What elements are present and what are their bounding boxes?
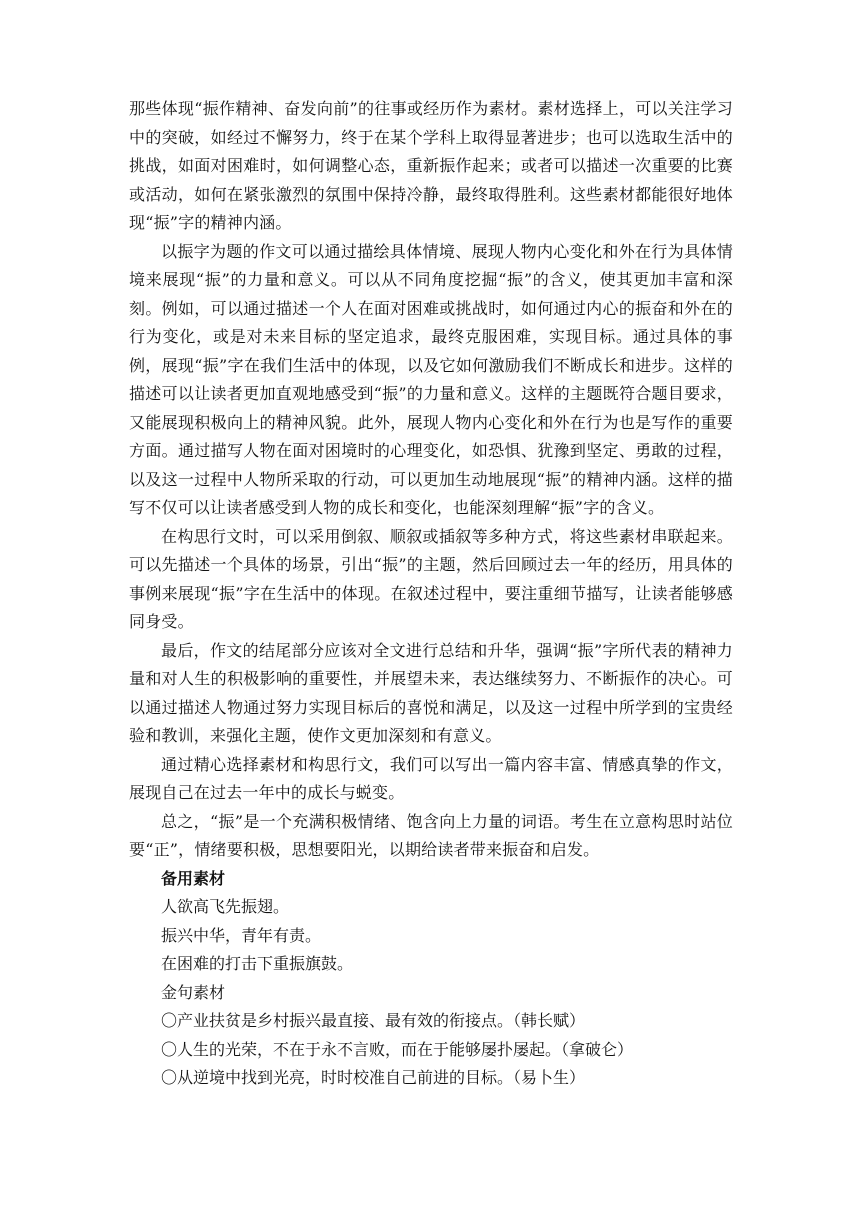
paragraph-summary-growth: 通过精心选择素材和构思行文，我们可以写出一篇内容丰富、情感真挚的作文，展现自己在过去一年中的成长与蜕变。 [129, 754, 733, 802]
golden-quote: 〇人生的光荣，不在于永不言败，而在于能够屡扑屡起。（拿破仑） [161, 1039, 634, 1059]
paragraph-situation-description: 以振字为题的作文可以通过描绘具体情境、展现人物内心变化和外在行为具体情境来展现“振”的力量和意义。可以从不同角度挖掘“振”的含义，使其更加丰富和深刻。例如，可以通过描述一个人在面对困难或挑战时，如何通过内心的振奋和外在的行为变化，或是对未来目标的坚定追求，最终克服困难，实现目标。通过具体的事例，展现“振”字在我们生活中的体现，以及它如何激励我们不断成长和进步。这样的描述可以让读者更加直观地感受到“振”的力量和意义。这样的主题既符合题目要求，又能展现积极向上的精神风貌。此外，展现人物内心变化和外在行为也是写作的重要方面。通过描写人物在面对困境时的心理变化，如恐惧、犹豫到坚定、勇敢的过程，以及这一过程中人物所采取的行动，可以更加生动地展现“振”的精神内涵。这样的描写不仅可以让读者感受到人物的成长和变化，也能深刻理解“振”字的含义。 [129, 241, 733, 517]
document-body [129, 95, 733, 1093]
paragraph-structure: 在构思行文时，可以采用倒叙、顺叙或插叙等多种方式，将这些素材串联起来。可以先描述一个具体的场景，引出“振”的主题，然后回顾过去一年的经历，用具体的事例来展现“振”字在生活中的体现。在叙述过程中，要注重细节描写，让读者能够感同身受。 [129, 526, 733, 631]
backup-material-line: 在困难的打击下重振旗鼓。 [161, 954, 354, 973]
paragraph-final-summary: 总之，“振”是一个充满积极情绪、饱含向上力量的词语。考生在立意构思时站位要“正”，情绪要积极，思想要阳光，以期给读者带来振奋和启发。 [129, 811, 733, 859]
golden-quote: 〇从逆境中找到光亮，时时校准自己前进的目标。（易卜生） [161, 1068, 586, 1087]
golden-quote-heading: 金句素材 [161, 982, 226, 1002]
backup-material-line: 振兴中华，青年有责。 [161, 925, 322, 945]
paragraph-conclusion-advice: 最后，作文的结尾部分应该对全文进行总结和升华，强调“振”字所代表的精神力量和对人生的积极影响的重要性，并展望未来，表达继续努力、不断振作的决心。可以通过描述人物通过努力实现目标后的喜悦和满足，以及这一过程中所学到的宝贵经验和教训，来强化主题，使作文更加深刻和有意义。 [129, 640, 733, 745]
backup-material-line: 人欲高飞先振翅。 [161, 897, 290, 916]
backup-material-heading: 备用素材 [161, 868, 226, 888]
paragraph-material-selection: 那些体现“振作精神、奋发向前”的往事或经历作为素材。素材选择上，可以关注学习中的突破，如经过不懈努力，终于在某个学科上取得显著进步；也可以选取生活中的挑战，如面对困难时，如何调整心态，重新振作起来；或者可以描述一次重要的比赛或活动，如何在紧张激烈的氛围中保持冷静，最终取得胜利。这些素材都能很好地体现“振”字的精神内涵。 [129, 99, 733, 232]
golden-quote: 〇产业扶贫是乡村振兴最直接、最有效的衔接点。（韩长赋） [161, 1011, 586, 1030]
